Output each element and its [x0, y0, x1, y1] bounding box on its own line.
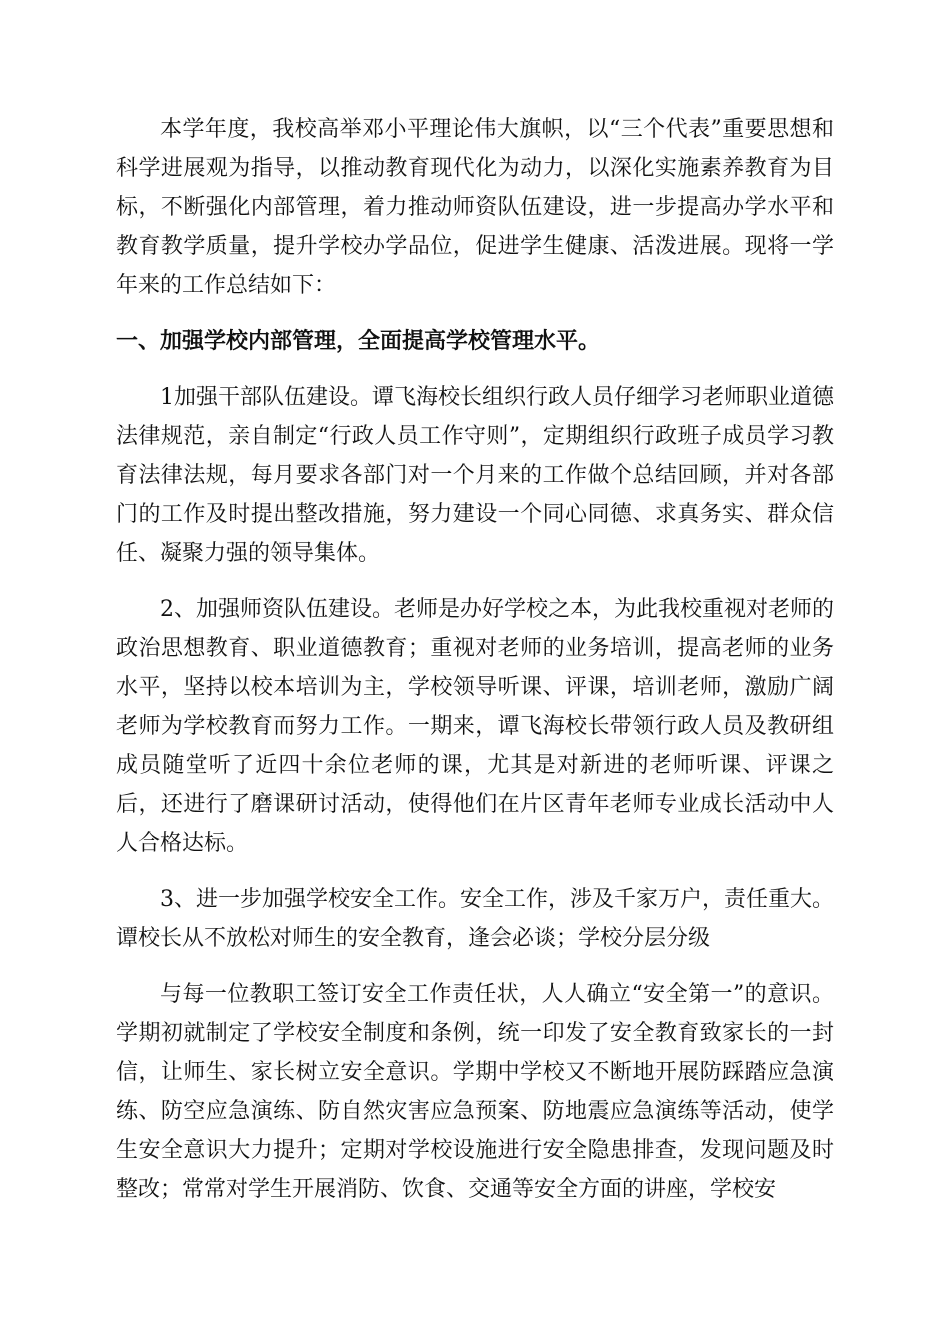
- item-3-paragraph: 3、进一步加强学校安全工作。安全工作，涉及千家万户，责任重大。谭校长从不放松对师生的安全教育，逢会必谈；学校分层分级: [116, 887, 834, 951]
- section-heading: 一、加强学校内部管理，全面提高学校管理水平。: [116, 329, 601, 354]
- item-1-paragraph: 1加强干部队伍建设。谭飞海校长组织行政人员仔细学习老师职业道德法律规范，亲自制定“行政人员工作守则”，定期组织行政班子成员学习教育法律法规，每月要求各部门对一个月来的工作做个总结回顾，并对各部门的工作及时提出整改措施，努力建设一个同心同德、求真务实、群众信任、凝聚力强的领导集体。: [116, 385, 834, 566]
- item-3-continuation-paragraph: 与每一位教职工签订安全工作责任状，人人确立“安全第一”的意识。学期初就制定了学校安全制度和条例，统一印发了安全教育致家长的一封信，让师生、家长树立安全意识。学期中学校又不断地开展防踩踏应急演练、防空应急演练、防自然灾害应急预案、防地震应急演练等活动，使学生安全意识大力提升；定期对学校设施进行安全隐患排查，发现问题及时整改；常常对学生开展消防、饮食、交通等安全方面的讲座，学校安: [116, 982, 834, 1202]
- item-2-paragraph: 2、加强师资队伍建设。老师是办好学校之本，为此我校重视对老师的政治思想教育、职业道德教育；重视对老师的业务培训，提高老师的业务水平，坚持以校本培训为主，学校领导听课、评课，培训老师，激励广阔老师为学校教育而努力工作。一期来，谭飞海校长带领行政人员及教研组成员随堂听了近四十余位老师的课，尤其是对新进的老师听课、评课之后，还进行了磨课研讨活动，使得他们在片区青年老师专业成长活动中人人合格达标。: [116, 597, 834, 856]
- document-body: [116, 110, 834, 1226]
- intro-paragraph: 本学年度，我校高举邓小平理论伟大旗帜，以“三个代表”重要思想和科学进展观为指导，以推动教育现代化为动力，以深化实施素养教育为目标，不断强化内部管理，着力推动师资队伍建设，进一步提高办学水平和教育教学质量，提升学校办学品位，促进学生健康、活泼进展。现将一学年来的工作总结如下：: [116, 117, 834, 298]
